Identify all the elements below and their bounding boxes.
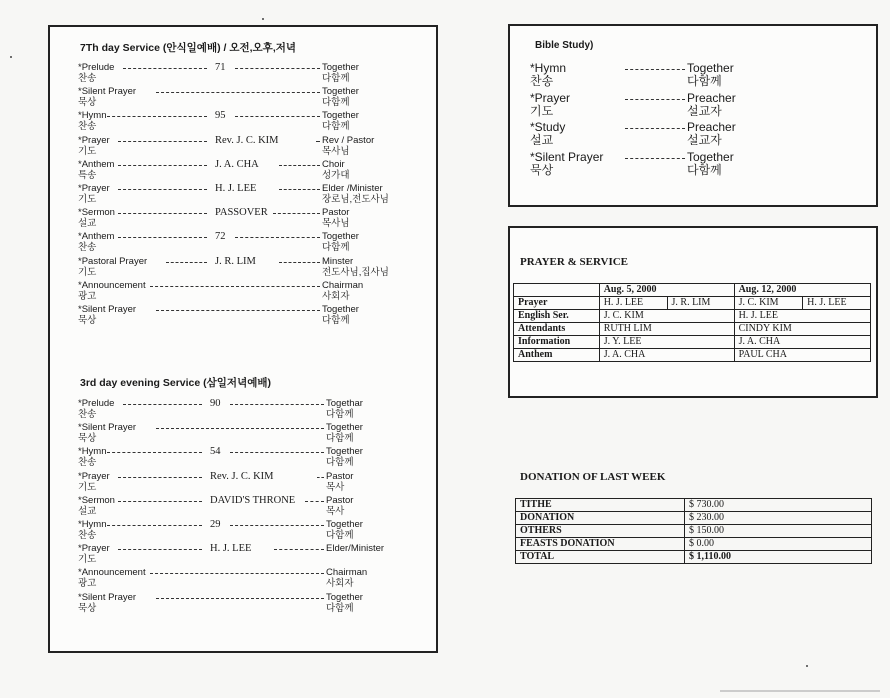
donation-label: TOTAL — [516, 551, 685, 564]
bible-study-korean: 기도 — [530, 103, 554, 118]
service-item-role-korean: 목사님 — [322, 145, 350, 157]
leader-dash — [235, 68, 320, 69]
service-item-role: Together — [326, 519, 363, 530]
bible-study-korean: 찬송 — [530, 74, 554, 88]
table-cell — [514, 284, 600, 297]
service-item-value: Rev. J. C. KIM — [210, 470, 274, 482]
service-item-korean: 기도 — [78, 554, 97, 566]
bible-study-role: Preacher — [687, 90, 736, 105]
leader-dash — [156, 598, 324, 599]
leader-dash — [230, 404, 324, 405]
service-item — [78, 207, 408, 231]
service-item-role-korean: 다함께 — [322, 73, 350, 84]
service-item-korean: 찬송 — [78, 242, 97, 254]
service-item-role: Together — [326, 591, 363, 603]
row-label: Information — [514, 336, 600, 349]
table-cell: J. A. CHA — [599, 349, 734, 362]
bible-study-item — [530, 62, 860, 90]
service-item — [78, 183, 408, 207]
service-item-korean: 묵상 — [78, 602, 97, 614]
table-cell: J. R. LIM — [667, 297, 734, 310]
row-label: English Ser. — [514, 310, 600, 323]
service-item-role: Pastor — [326, 494, 354, 506]
leader-dash — [625, 69, 685, 70]
service-item-role: Choir — [322, 158, 345, 170]
scan-speck — [806, 665, 808, 667]
service-item-value: PASSOVER — [215, 207, 268, 219]
bible-study-role-korean: 다함께 — [687, 162, 722, 177]
service-item — [78, 110, 408, 134]
table-cell: PAUL CHA — [734, 349, 870, 362]
service-item-value: DAVID'S THRONE — [210, 494, 296, 506]
leader-dash — [123, 68, 207, 69]
service-item-label: *Silent Prayer — [78, 591, 137, 603]
service-item — [78, 567, 408, 591]
service-item-label: *Prayer — [78, 543, 110, 555]
leader-dash — [107, 525, 202, 526]
service-item-korean: 찬송 — [78, 530, 97, 541]
bible-study-role-korean: 설교자 — [687, 103, 722, 118]
service-item-korean: 찬송 — [78, 121, 97, 133]
leader-dash — [316, 141, 320, 142]
table-cell: H. J. LEE — [803, 297, 871, 310]
service-item-role-korean: 다함께 — [322, 315, 350, 326]
donation-amount: $ 150.00 — [685, 525, 872, 538]
service-item-label: *Sermon — [78, 494, 115, 506]
service-item-label: *Silent Prayer — [78, 422, 137, 434]
service-item-role-korean: 목사 — [326, 481, 345, 493]
service-item-label: *Announcement — [78, 279, 146, 291]
service-item-role-korean: 사회자 — [322, 290, 350, 302]
service-item — [78, 86, 408, 110]
service-item-role: Together — [322, 110, 359, 122]
leader-dash — [156, 92, 320, 93]
leader-dash — [235, 116, 320, 117]
service-item-value: 54 — [210, 446, 221, 458]
service-item-role-korean: 장로님,전도사님 — [322, 194, 389, 205]
service-item — [78, 422, 408, 446]
row-label: Prayer — [514, 297, 600, 310]
service-item-value: H. J. LEE — [215, 183, 257, 194]
service-item-label: *Hymn — [78, 446, 107, 458]
bible-study-korean: 설교 — [530, 133, 554, 147]
morning-service-title: 7Th day Service (안식일예배) / 오전,오후,저녁 — [80, 42, 297, 54]
donation-label: TITHE — [516, 499, 685, 512]
bible-study-title: Bible Study) — [535, 40, 594, 51]
service-item-role: Rev / Pastor — [322, 134, 375, 146]
table-row — [514, 284, 871, 297]
leader-dash — [279, 165, 320, 166]
table-row — [516, 499, 872, 512]
donation-amount: $ 730.00 — [685, 499, 872, 512]
leader-dash — [156, 310, 320, 311]
service-item-role: Together — [326, 422, 363, 434]
service-item-value: J. A. CHA — [215, 158, 259, 170]
service-item — [78, 519, 408, 543]
table-cell: CINDY KIM — [734, 323, 870, 336]
table-cell: J. C. KIM — [599, 310, 734, 323]
service-item-korean: 광고 — [78, 290, 97, 302]
service-item-value: 95 — [215, 110, 226, 122]
leader-dash — [150, 286, 320, 287]
evening-service-title: 3rd day evening Service (삼일저녁예배) — [80, 377, 271, 389]
service-item-korean: 묵상 — [78, 433, 97, 445]
table-row — [514, 323, 871, 336]
table-row — [516, 512, 872, 525]
table-cell: RUTH LIM — [599, 323, 734, 336]
service-item-value: 29 — [210, 519, 221, 530]
service-item — [78, 471, 408, 495]
service-item-role-korean: 다함께 — [326, 602, 354, 614]
service-item-role: Together — [322, 231, 359, 243]
prayer-service-title: PRAYER & SERVICE — [520, 256, 629, 268]
service-item-value: 90 — [210, 398, 221, 409]
donation-amount: $ 230.00 — [685, 512, 872, 525]
service-item-label: *Pastoral Prayer — [78, 255, 148, 267]
service-item — [78, 280, 408, 304]
leader-dash — [118, 141, 207, 142]
service-item-korean: 기도 — [78, 481, 97, 493]
scan-speck — [10, 56, 12, 58]
bible-study-item — [530, 121, 860, 149]
service-item-role: Together — [322, 304, 359, 315]
service-item — [78, 495, 408, 519]
table-row — [516, 525, 872, 538]
leader-dash — [118, 549, 202, 550]
service-item-label: *Prelude — [78, 398, 115, 409]
service-item-role-korean: 다함께 — [322, 242, 350, 254]
service-item-value: H. J. LEE — [210, 543, 252, 555]
service-item-korean: 설교 — [78, 218, 97, 230]
leader-dash — [107, 452, 202, 453]
service-item-value: 71 — [215, 62, 226, 73]
service-item — [78, 135, 408, 159]
leader-dash — [279, 189, 320, 190]
table-cell: J. C. KIM — [734, 297, 803, 310]
leader-dash — [118, 501, 202, 502]
table-row — [516, 538, 872, 551]
bible-study-korean: 묵상 — [530, 162, 554, 177]
table-row — [516, 551, 872, 564]
service-item-label: *Prayer — [78, 134, 110, 146]
service-item-korean: 광고 — [78, 578, 97, 590]
leader-dash — [230, 525, 324, 526]
bible-study-label: *Prayer — [530, 90, 571, 105]
service-item-label: *Prayer — [78, 470, 110, 482]
bible-study-role-korean: 설교자 — [687, 133, 722, 147]
service-item — [78, 543, 408, 567]
table-cell: H. J. LEE — [734, 310, 870, 323]
table-row — [514, 297, 871, 310]
leader-dash — [118, 213, 207, 214]
leader-dash — [274, 549, 324, 550]
bible-study-role-korean: 다함께 — [687, 74, 722, 88]
service-item-role: Togethar — [326, 398, 363, 409]
donation-amount: $ 1,110.00 — [685, 551, 872, 564]
service-item — [78, 592, 408, 616]
service-item-label: *Hymn — [78, 110, 107, 122]
service-item-value: 72 — [215, 231, 226, 243]
service-item-role-korean: 다함께 — [326, 409, 354, 420]
leader-dash — [625, 128, 685, 129]
service-item-role-korean: 다함께 — [326, 530, 354, 541]
service-item-role: Together — [322, 62, 359, 73]
service-item-korean: 기도 — [78, 145, 97, 157]
service-item-label: *Prelude — [78, 62, 115, 73]
leader-dash — [625, 99, 685, 100]
leader-dash — [273, 213, 320, 214]
service-item-korean: 묵상 — [78, 315, 97, 326]
service-item-role: Elder /Minister — [322, 183, 383, 194]
table-row — [514, 336, 871, 349]
service-item — [78, 256, 408, 280]
service-item-label: *Sermon — [78, 207, 115, 219]
service-item-value: J. R. LIM — [215, 255, 256, 267]
prayer-service-table — [513, 283, 871, 362]
row-label: Anthem — [514, 349, 600, 362]
service-item-role: Minster — [322, 255, 354, 267]
service-item-value: Rev. J. C. KIM — [215, 134, 279, 146]
leader-dash — [625, 158, 685, 159]
bible-study-label: *Study — [530, 120, 566, 134]
leader-dash — [118, 477, 202, 478]
leader-dash — [230, 452, 324, 453]
service-item-role: Pastor — [326, 470, 354, 482]
service-item-korean: 찬송 — [78, 457, 97, 469]
service-item — [78, 398, 408, 422]
service-item-role: Chairman — [326, 567, 368, 579]
date-header-2: Aug. 12, 2000 — [734, 284, 870, 297]
service-item-role-korean: 다함께 — [326, 433, 354, 445]
service-item — [78, 159, 408, 183]
service-item-korean: 기도 — [78, 266, 97, 278]
service-item-label: *Silent Prayer — [78, 304, 137, 315]
table-cell: J. Y. LEE — [599, 336, 734, 349]
service-item-role-korean: 성가대 — [322, 169, 350, 181]
service-item-korean: 설교 — [78, 505, 97, 517]
table-row — [514, 310, 871, 323]
service-item — [78, 446, 408, 470]
service-item-label: *Announcement — [78, 567, 146, 579]
leader-dash — [317, 477, 324, 478]
bible-study-label: *Hymn — [530, 61, 567, 75]
service-item-role: Chairman — [322, 279, 364, 291]
service-item-role: Pastor — [322, 207, 350, 219]
service-item-role-korean: 다함께 — [322, 97, 350, 109]
donation-table — [515, 498, 872, 564]
bible-study-role: Together — [687, 61, 734, 75]
leader-dash — [279, 262, 320, 263]
service-item-role-korean: 목사님 — [322, 218, 350, 230]
service-item-role: Elder/Minister — [326, 543, 385, 555]
bible-study-role: Together — [687, 149, 734, 164]
donation-title: DONATION OF LAST WEEK — [520, 471, 666, 483]
service-item — [78, 231, 408, 255]
leader-dash — [305, 501, 324, 502]
date-header-1: Aug. 5, 2000 — [599, 284, 734, 297]
leader-dash — [118, 165, 207, 166]
service-item-korean: 묵상 — [78, 97, 97, 109]
leader-dash — [123, 404, 202, 405]
row-label: Attendants — [514, 323, 600, 336]
table-cell: H. J. LEE — [599, 297, 667, 310]
service-item-label: *Silent Prayer — [78, 86, 137, 98]
service-item-korean: 기도 — [78, 194, 97, 205]
table-row — [514, 349, 871, 362]
leader-dash — [166, 262, 207, 263]
service-item-korean: 특송 — [78, 169, 97, 181]
leader-dash — [150, 573, 324, 574]
bible-study-item — [530, 151, 860, 179]
scan-noise — [720, 690, 880, 692]
bible-study-role: Preacher — [687, 120, 736, 134]
service-item-role-korean: 다함께 — [322, 121, 350, 133]
donation-label: FEASTS DONATION — [516, 538, 685, 551]
service-item-label: *Hymn — [78, 519, 107, 530]
service-item-role-korean: 다함께 — [326, 457, 354, 469]
service-item-label: *Anthem — [78, 158, 115, 170]
service-item-role: Together — [322, 86, 359, 98]
donation-label: OTHERS — [516, 525, 685, 538]
service-item — [78, 304, 408, 328]
leader-dash — [118, 189, 207, 190]
bible-study-item — [530, 92, 860, 120]
service-item-korean: 찬송 — [78, 73, 97, 84]
leader-dash — [118, 237, 207, 238]
service-item-role-korean: 전도사님,집사님 — [322, 266, 389, 278]
service-item-korean: 찬송 — [78, 409, 97, 420]
service-item-label: *Prayer — [78, 183, 110, 194]
table-cell: J. A. CHA — [734, 336, 870, 349]
service-item-role-korean: 사회자 — [326, 578, 354, 590]
service-item-label: *Anthem — [78, 231, 115, 243]
service-item-role: Together — [326, 446, 363, 458]
leader-dash — [107, 116, 207, 117]
service-item-role-korean: 목사 — [326, 505, 345, 517]
donation-label: DONATION — [516, 512, 685, 525]
leader-dash — [156, 428, 324, 429]
bible-study-label: *Silent Prayer — [530, 149, 604, 164]
donation-amount: $ 0.00 — [685, 538, 872, 551]
leader-dash — [235, 237, 320, 238]
service-item — [78, 62, 408, 86]
scan-speck — [262, 18, 264, 20]
